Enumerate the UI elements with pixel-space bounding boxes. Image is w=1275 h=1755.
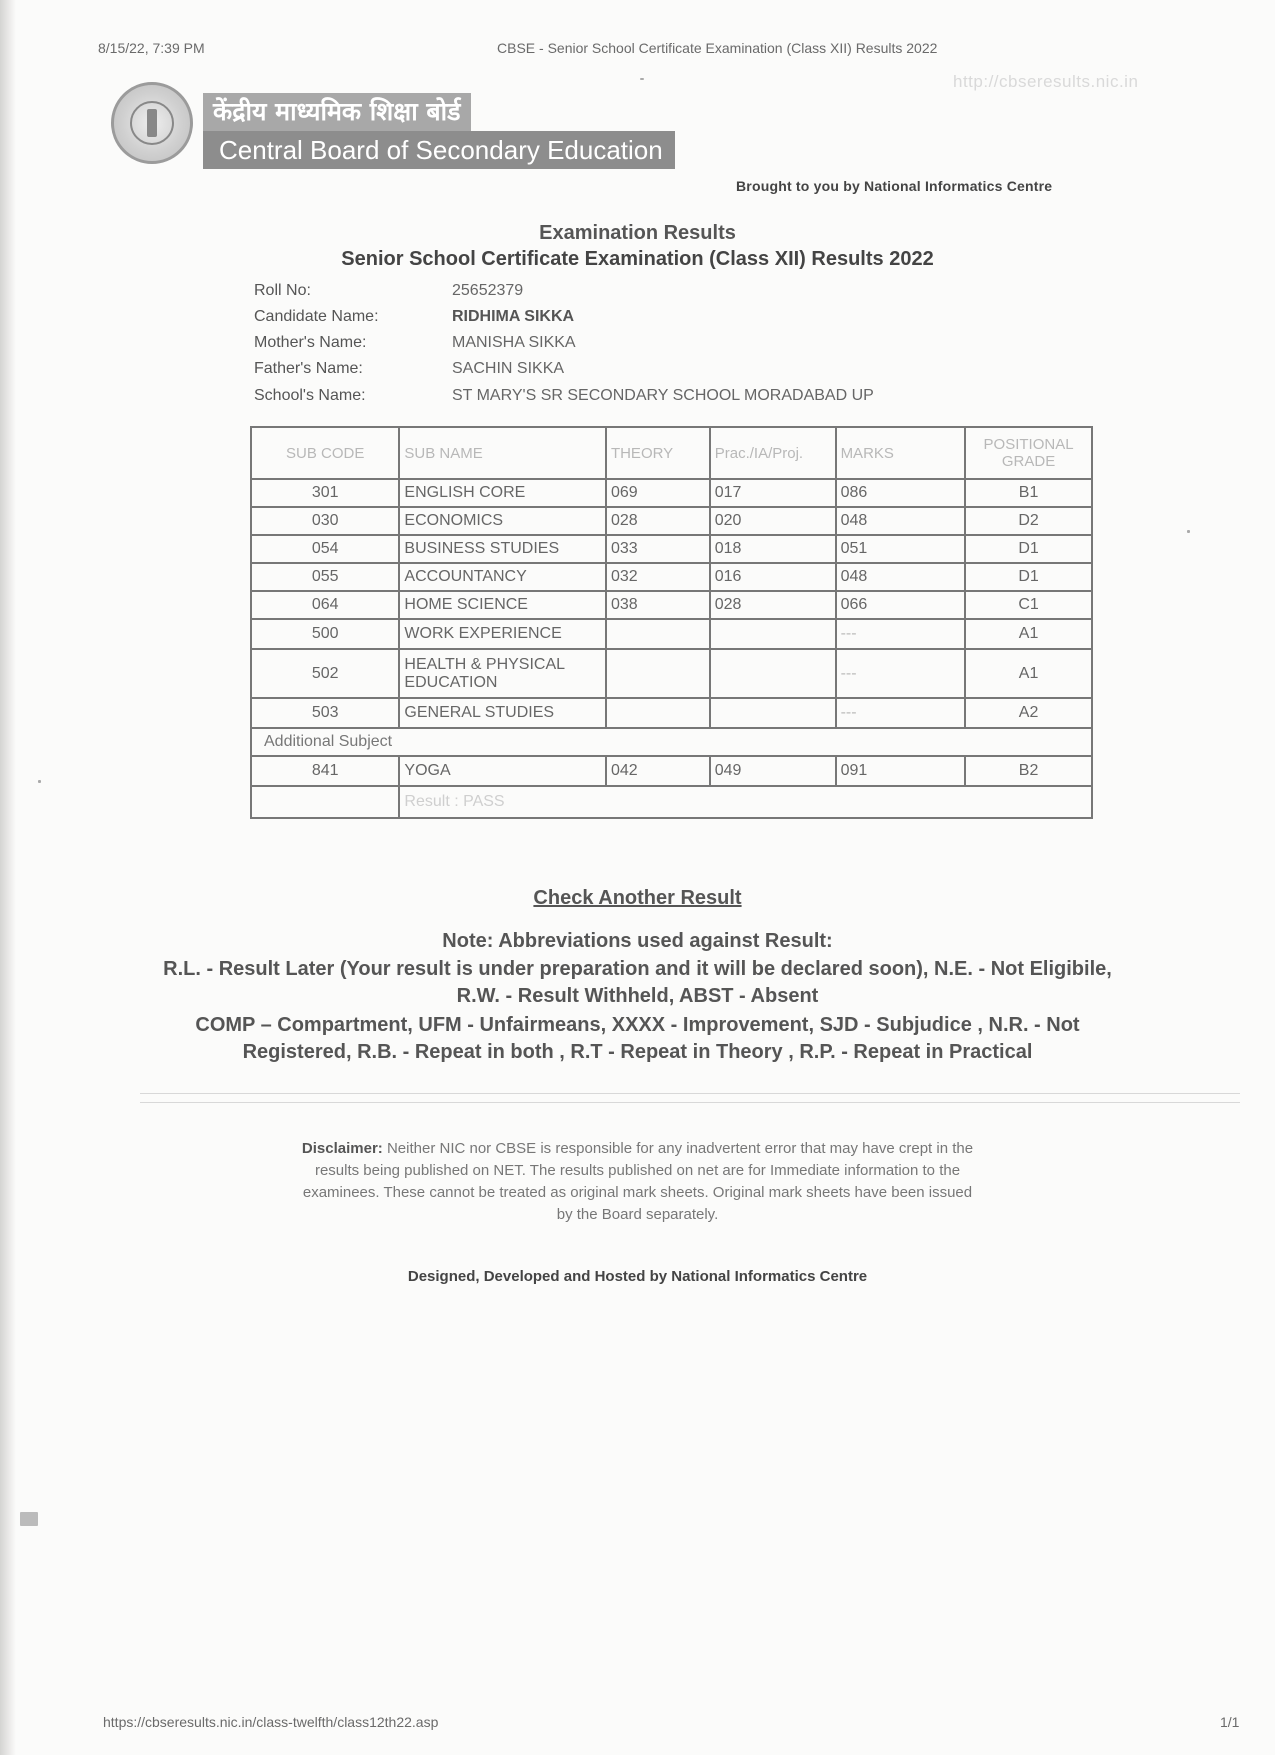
exam-subtitle: Senior School Certificate Examination (Class XII) Results 2022 [341, 248, 934, 270]
cell-grade: A2 [965, 698, 1092, 728]
cell-theory: 069 [606, 479, 710, 507]
cell-practical: 028 [710, 591, 836, 619]
info-candidate-name [254, 308, 574, 326]
info-label: Roll No: [254, 282, 311, 299]
table-row [251, 619, 1092, 649]
cell-marks: 091 [836, 756, 966, 786]
header-practical: Prac./IA/Proj. [710, 427, 836, 479]
info-label: Father's Name: [254, 360, 363, 377]
section-divider [140, 1093, 1240, 1103]
disclaimer-line: results being published on NET. The results published on net are for Immediate information to the [314, 1162, 961, 1179]
cell-code: 055 [251, 563, 399, 591]
cell-practical: 049 [710, 756, 836, 786]
result-row [251, 786, 1092, 818]
cell-practical: 016 [710, 563, 836, 591]
cell-grade: D1 [965, 535, 1092, 563]
info-roll [254, 282, 523, 300]
exam-title: Examination Results [539, 222, 736, 244]
note-line: Registered, R.B. - Repeat in both , R.T - Repeat in Theory , R.P. - Repeat in Practical [242, 1041, 1033, 1063]
brought-by-text: Brought to you by National Informatics Centre [736, 178, 1053, 194]
note-line: R.L. - Result Later (Your result is under preparation and it will be declared soon), N.E. - Not Eligibile, [163, 958, 1112, 980]
info-value: 25652379 [452, 282, 524, 299]
cell-grade: D1 [965, 563, 1092, 591]
cell-grade: C1 [965, 591, 1092, 619]
note-line: R.W. - Result Withheld, ABST - Absent [456, 985, 819, 1007]
cell-theory: 042 [606, 756, 710, 786]
note-title: Note: Abbreviations used against Result: [442, 930, 833, 952]
note-line: COMP – Compartment, UFM - Unfairmeans, XXXX - Improvement, SJD - Subjudice , N.R. - Not [195, 1014, 1080, 1036]
logo-pillar [147, 109, 157, 137]
cell-grade: A1 [965, 649, 1092, 698]
cell-marks: --- [836, 619, 966, 649]
scan-speck [1187, 530, 1190, 533]
table-row [251, 479, 1092, 507]
cell-marks: 048 [836, 563, 966, 591]
table-row [251, 507, 1092, 535]
disclaimer-line [0, 1140, 1275, 1157]
cell-theory: 028 [606, 507, 710, 535]
cell-code: 301 [251, 479, 399, 507]
table-row [251, 591, 1092, 619]
cell-marks: 066 [836, 591, 966, 619]
disclaimer-line: examinees. These cannot be treated as original mark sheets. Original mark sheets have been issued [302, 1184, 973, 1201]
scan-speck [20, 1512, 38, 1526]
cell-marks: --- [836, 698, 966, 728]
cell-code: 030 [251, 507, 399, 535]
info-value: SACHIN SIKKA [452, 360, 565, 377]
header-marks: MARKS [836, 427, 966, 479]
cell-theory: 032 [606, 563, 710, 591]
cell-theory: 033 [606, 535, 710, 563]
table-row [251, 649, 1092, 698]
info-value: RIDHIMA SIKKA [452, 308, 575, 325]
info-father-name [254, 360, 564, 378]
cell-practical: 018 [710, 535, 836, 563]
header-theory: THEORY [606, 427, 710, 479]
cell-code: 500 [251, 619, 399, 649]
cell-subject: GENERAL STUDIES [399, 698, 606, 728]
scan-speck [640, 78, 644, 80]
cell-subject: BUSINESS STUDIES [399, 535, 606, 563]
info-mother-name [254, 334, 576, 352]
info-label: Candidate Name: [254, 308, 379, 325]
cell-subject: HEALTH & PHYSICAL EDUCATION [399, 649, 606, 698]
cell-practical: 020 [710, 507, 836, 535]
cell-marks: --- [836, 649, 966, 698]
cell-theory [606, 649, 710, 698]
info-value: ST MARY'S SR SECONDARY SCHOOL MORADABAD UP [452, 387, 874, 404]
cell-practical [710, 698, 836, 728]
designed-by-text: Designed, Developed and Hosted by National Informatics Centre [407, 1268, 868, 1285]
results-table [250, 426, 1093, 819]
cell-grade: B2 [965, 756, 1092, 786]
cell-practical [710, 619, 836, 649]
cell-code: 064 [251, 591, 399, 619]
cell-theory [606, 619, 710, 649]
additional-subject-row [251, 728, 1092, 756]
cell-theory [606, 698, 710, 728]
cell-subject: HOME SCIENCE [399, 591, 606, 619]
header-positional-grade: POSITIONAL GRADE [965, 427, 1092, 479]
cell-marks: 051 [836, 535, 966, 563]
cell-practical: 017 [710, 479, 836, 507]
print-footer-url: https://cbseresults.nic.in/class-twelfth/class12th22.asp [103, 1714, 439, 1730]
result-empty-cell [251, 786, 399, 818]
check-another-result-link[interactable]: Check Another Result [533, 887, 742, 909]
table-row [251, 535, 1092, 563]
info-value: MANISHA SIKKA [452, 334, 576, 351]
result-status: Result : PASS [399, 786, 1092, 818]
cbse-logo [111, 82, 193, 164]
cell-code: 502 [251, 649, 399, 698]
table-row [251, 563, 1092, 591]
cell-grade: A1 [965, 619, 1092, 649]
cell-code: 054 [251, 535, 399, 563]
header-sub-name: SUB NAME [399, 427, 606, 479]
cell-subject: ACCOUNTANCY [399, 563, 606, 591]
cell-code: 503 [251, 698, 399, 728]
banner-hindi-title: केंद्रीय माध्यमिक शिक्षा बोर्ड [203, 93, 471, 131]
scan-speck [38, 780, 41, 783]
cell-practical [710, 649, 836, 698]
cell-subject: ENGLISH CORE [399, 479, 606, 507]
print-page-title: CBSE - Senior School Certificate Examination (Class XII) Results 2022 [497, 40, 938, 56]
cell-subject: WORK EXPERIENCE [399, 619, 606, 649]
cell-theory: 038 [606, 591, 710, 619]
disclaimer-text: Neither NIC nor CBSE is responsible for any inadvertent error that may have crept in the [382, 1140, 974, 1157]
table-row [251, 698, 1092, 728]
cell-marks: 086 [836, 479, 966, 507]
cell-grade: D2 [965, 507, 1092, 535]
info-school-name [254, 387, 874, 405]
cell-subject: YOGA [399, 756, 606, 786]
cell-code: 841 [251, 756, 399, 786]
print-datetime: 8/15/22, 7:39 PM [98, 40, 205, 56]
cell-subject: ECONOMICS [399, 507, 606, 535]
header-sub-code: SUB CODE [251, 427, 399, 479]
table-header-row [251, 427, 1092, 479]
info-label: School's Name: [254, 387, 366, 404]
banner-english-title: Central Board of Secondary Education [203, 131, 675, 169]
info-label: Mother's Name: [254, 334, 367, 351]
site-url-watermark: http://cbseresults.nic.in [953, 72, 1139, 91]
cell-grade: B1 [965, 479, 1092, 507]
cell-marks: 048 [836, 507, 966, 535]
disclaimer-label: Disclaimer: [301, 1140, 383, 1157]
disclaimer-line: by the Board separately. [556, 1206, 719, 1223]
print-page-number: 1/1 [1220, 1714, 1240, 1730]
table-row [251, 756, 1092, 786]
additional-subject-label: Additional Subject [251, 728, 1092, 756]
